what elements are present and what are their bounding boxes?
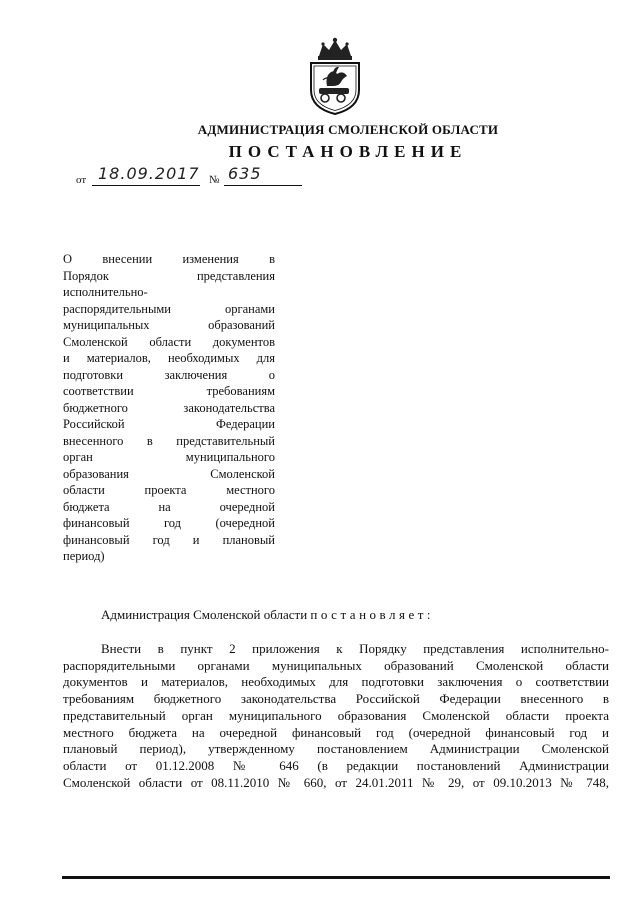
subject-line: муниципальных образований (63, 318, 275, 332)
page-bottom-rule (62, 876, 610, 879)
subject-line: О внесении изменения в (63, 252, 275, 266)
smolensk-coat-of-arms-icon (303, 36, 367, 116)
date-underline (92, 185, 200, 186)
document-subject (63, 251, 275, 565)
organization-name: АДМИНИСТРАЦИЯ СМОЛЕНСКОЙ ОБЛАСТИ (197, 122, 499, 137)
subject-line: период) (63, 549, 105, 563)
body-line: документов и материалов, необходимых для подготовки заключения о соответствии (63, 674, 609, 690)
body-line: местного бюджета на очередной финансовый год (очередной финансовый год и (63, 724, 609, 740)
subject-line: распорядительными органами (63, 301, 275, 316)
handwritten-number: 635 (228, 164, 262, 183)
body-line: Смоленской области от 08.11.2010 № 660, от 24.01.2011 № 29, от 09.10.2013 № 748, (63, 774, 609, 790)
subject-line: области проекта местного (63, 483, 275, 497)
number-label: № (209, 174, 220, 186)
body-line: представительный орган муниципального образования Смоленской области проекта (63, 707, 609, 723)
subject-line: бюджета на очередной (63, 499, 275, 514)
body-line: распорядительными органами муниципальных образований Смоленской области (63, 657, 609, 673)
subject-line: образования Смоленской (63, 466, 275, 481)
document-type-title: ПОСТАНОВЛЕНИЕ (228, 142, 468, 161)
subject-line: подготовки заключения о (63, 367, 275, 382)
date-label: от (76, 174, 87, 186)
body-line: требованиям бюджетного законодательства Российской Федерации внесенного в (63, 691, 609, 707)
subject-line: соответствии требованиям (63, 384, 275, 398)
subject-line: Смоленской области документов (63, 334, 275, 349)
decree-statement (101, 607, 434, 623)
body-line: плановый период), утвержденному постановлением Администрации Смоленской (63, 741, 609, 757)
body-paragraph (63, 641, 609, 791)
handwritten-date: 18.09.2017 (98, 164, 200, 183)
body-line: области от 01.12.2008 № 646 (в редакции постановлений Администрации (63, 757, 609, 773)
body-line: Внести в пункт 2 приложения к Порядку представления исполнительно- (101, 641, 609, 656)
subject-line: и материалов, необходимых для (63, 351, 275, 365)
subject-line: Российской Федерации (63, 417, 275, 431)
subject-line: бюджетного законодательства (63, 400, 275, 415)
subject-line: исполнительно- (63, 285, 148, 299)
subject-line: орган муниципального (63, 450, 275, 464)
decree-prefix: Администрация Смоленской области (101, 607, 308, 622)
subject-line: финансовый год и плановый (63, 532, 275, 547)
subject-line: внесенного в представительный (63, 433, 275, 448)
subject-line: финансовый год (очередной (63, 516, 275, 530)
subject-line: Порядок представления (63, 268, 275, 283)
decree-verb: постановляет: (310, 607, 435, 622)
number-underline (224, 185, 302, 186)
